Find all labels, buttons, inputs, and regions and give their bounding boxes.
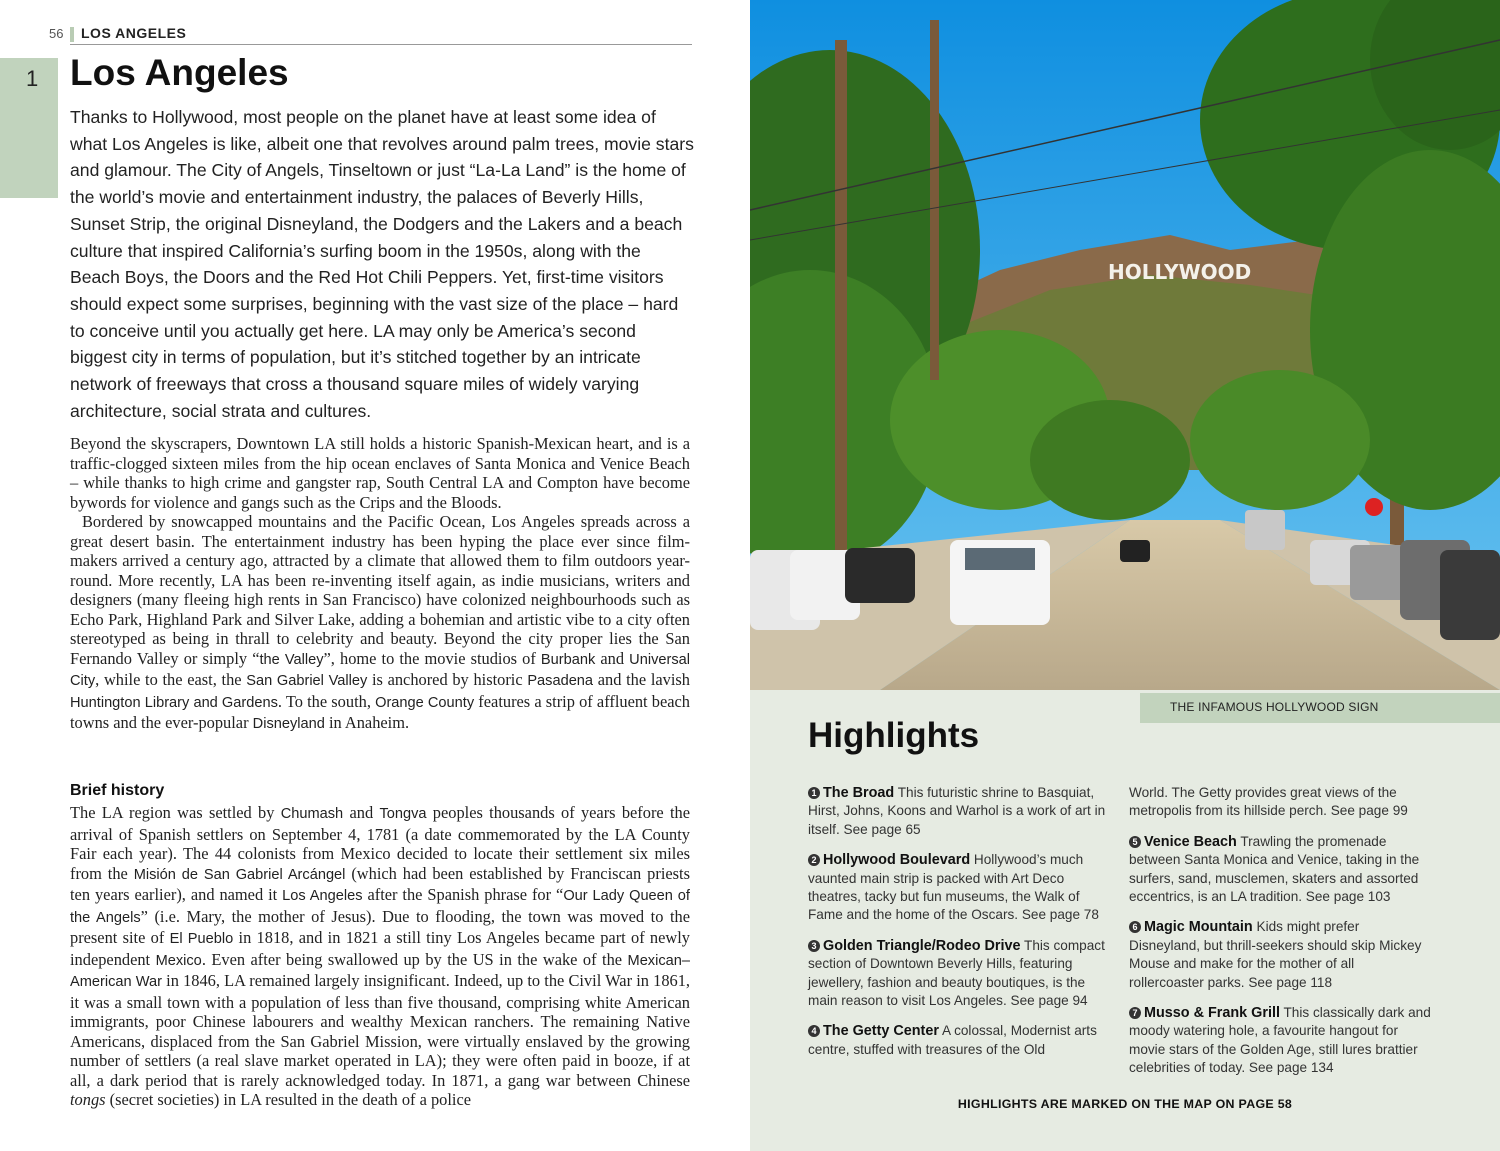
highlight-item: 6 Magic Mountain Kids might prefer Disneyland, but thrill-seekers should skip Mickey Mouse and make for the mother of all rollercoaster parks. See page 118: [1129, 919, 1422, 990]
number-badge-icon: 2: [808, 854, 820, 866]
highlight-item: 3 Golden Triangle/Rodeo Drive This compact section of Downtown Beverly Hills, featuring jewellery, fashion and beauty boutiques, is the main reason to visit Los Angeles. See page 94: [808, 937, 1105, 1009]
highlight-continuation: World. The Getty provides great views of the metropolis from its hillside perch. See page 99: [1129, 785, 1408, 819]
number-badge-icon: 6: [1129, 921, 1141, 933]
photo-caption: THE INFAMOUS HOLLYWOOD SIGN: [1170, 700, 1379, 714]
highlight-item: 7 Musso & Frank Grill This classically dark and moody watering hole, a favourite hangout for movie stars of the Golden Age, still lures brattier celebrities of today. See page 134: [1129, 1005, 1431, 1076]
number-badge-icon: 3: [808, 940, 820, 952]
hollywood-sign-text: HOLLYWOOD: [1108, 260, 1252, 284]
highlight-item: 2 Hollywood Boulevard Hollywood’s much vaunted main strip is packed with Art Deco theatres, tacky but fun museums, the Walk of Fame and the home of the Oscars. See page 78: [808, 852, 1099, 923]
page-title: Los Angeles: [70, 52, 289, 93]
highlights-column-1: [808, 784, 1110, 1071]
section-heading: Brief history: [70, 782, 165, 799]
body-paragraph-2: Bordered by snowcapped mountains and the Pacific Ocean, Los Angeles spreads across a great desert basin. The entertainment industry has been hyping the place ever since film-makers arrived a century ago, attracted by a climate that allowed them to film outdoors year-round. More recently, LA has been re-inventing itself again, as indie musicians, writers and designers (many fleeing high rents in San Francisco) have colonized neighbourhoods such as Echo Park, Highland Park and Silver Lake, adding a bohemian and artistic vibe to a city often stereotyped as being in thrall to celebrity and beauty. Beyond the city proper lies the San Fernando Valley or simply “the Valley”, home to the movie studios of Burbank and Universal City, while to the east, the San Gabriel Valley is anchored by historic Pasadena and the lavish Huntington Library and Gardens. To the south, Orange County features a strip of affluent beach towns and the ever-popular Disneyland in Anaheim.: [70, 512, 690, 732]
number-badge-icon: 4: [808, 1025, 820, 1037]
history-paragraph: The LA region was settled by Chumash and Tongva peoples thousands of years before the arrival of Spanish settlers on September 4, 1781 (a date commemorated by the LA County Fair each year). The 44 colonists from Mexico decided to locate their settlement six miles from the Misión de San Gabriel Arcángel (which had been established by Franciscan priests ten years earlier), and named it Los Angeles after the Spanish phrase for “Our Lady Queen of the Angels” (i.e. Mary, the mother of Jesus). Due to flooding, the town was moved to the present site of El Pueblo in 1818, and in 1821 a still tiny Los Angeles became part of newly independent Mexico. Even after being swallowed up by the US in the wake of the Mexican–American War in 1846, LA remained largely insignificant. Indeed, up to the Civil War in 1861, it was a small town with a population of less than five thousand, comprising white American immigrants, poor Chinese labourers and wealthy Mexican ranchers. The remaining Native Americans, displaced from the San Gabriel Mission, were virtually enslaved by the growing number of settlers (a real slave market operated in LA); they were often paid in booze, if at all, a dark period that is rarely acknowledged today. In 1871, a gang war between Chinese tongs (secret societies) in LA resulted in the death of a police: [70, 803, 691, 1109]
map-reference-footer: HIGHLIGHTS ARE MARKED ON THE MAP ON PAGE 58: [957, 1097, 1293, 1111]
body-text: [70, 434, 690, 735]
number-badge-icon: 1: [808, 787, 820, 799]
running-head-marker: [70, 27, 74, 42]
number-badge-icon: 5: [1129, 836, 1141, 848]
highlights-column-2: [1129, 784, 1431, 1090]
intro-paragraph: Thanks to Hollywood, most people on the planet have at least some idea of what Los Angeles is like, albeit one that revolves around palm trees, movie stars and glamour. The City of Angels, Tinseltown or just “La-La Land” is the home of the world’s movie and entertainment industry, the palaces of Beverly Hills, Sunset Strip, the original Disneyland, the Dodgers and the Lakers and a beach culture that inspired California’s surfing boom in the 1950s, along with the Beach Boys, the Doors and the Red Hot Chili Peppers. Yet, first-time visitors should expect some surprises, beginning with the vast size of the place – hard to conceive until you actually get here. LA may only be America’s second biggest city in terms of population, but it’s stitched together by an intricate network of freeways that cross a thousand square miles of widely varying architecture, social strata and cultures.: [70, 107, 694, 421]
number-badge-icon: 7: [1129, 1007, 1141, 1019]
highlight-item: 5 Venice Beach Trawling the promenade between Santa Monica and Venice, taking in the surfers, sand, musclemen, skaters and assorted eccentrics, is an LA tradition. See page 103: [1129, 833, 1420, 905]
running-head: LOS ANGELES: [81, 25, 187, 41]
hollywood-sign-photo: [750, 0, 1500, 690]
chapter-number: 1: [26, 66, 39, 91]
header-rule: [70, 44, 692, 45]
right-page: [750, 0, 1500, 1151]
body-paragraph-1: Beyond the skyscrapers, Downtown LA still holds a historic Spanish-Mexican heart, and is a traffic-clogged sixteen miles from the hip ocean enclaves of Santa Monica and Venice Beach – while thanks to high crime and gangster rap, South Central LA and Compton have become bywords for violence and gangs such as the Crips and the Bloods.: [70, 434, 690, 512]
page-number: 56: [49, 26, 64, 41]
highlight-item: 1 The Broad This futuristic shrine to Basquiat, Hirst, Johns, Koons and Warhol is a work of art in itself. See page 65: [808, 785, 1106, 837]
highlight-item: 4 The Getty Center A colossal, Modernist arts centre, stuffed with treasures of the Old: [808, 1023, 1097, 1057]
highlights-title: Highlights: [808, 716, 980, 755]
